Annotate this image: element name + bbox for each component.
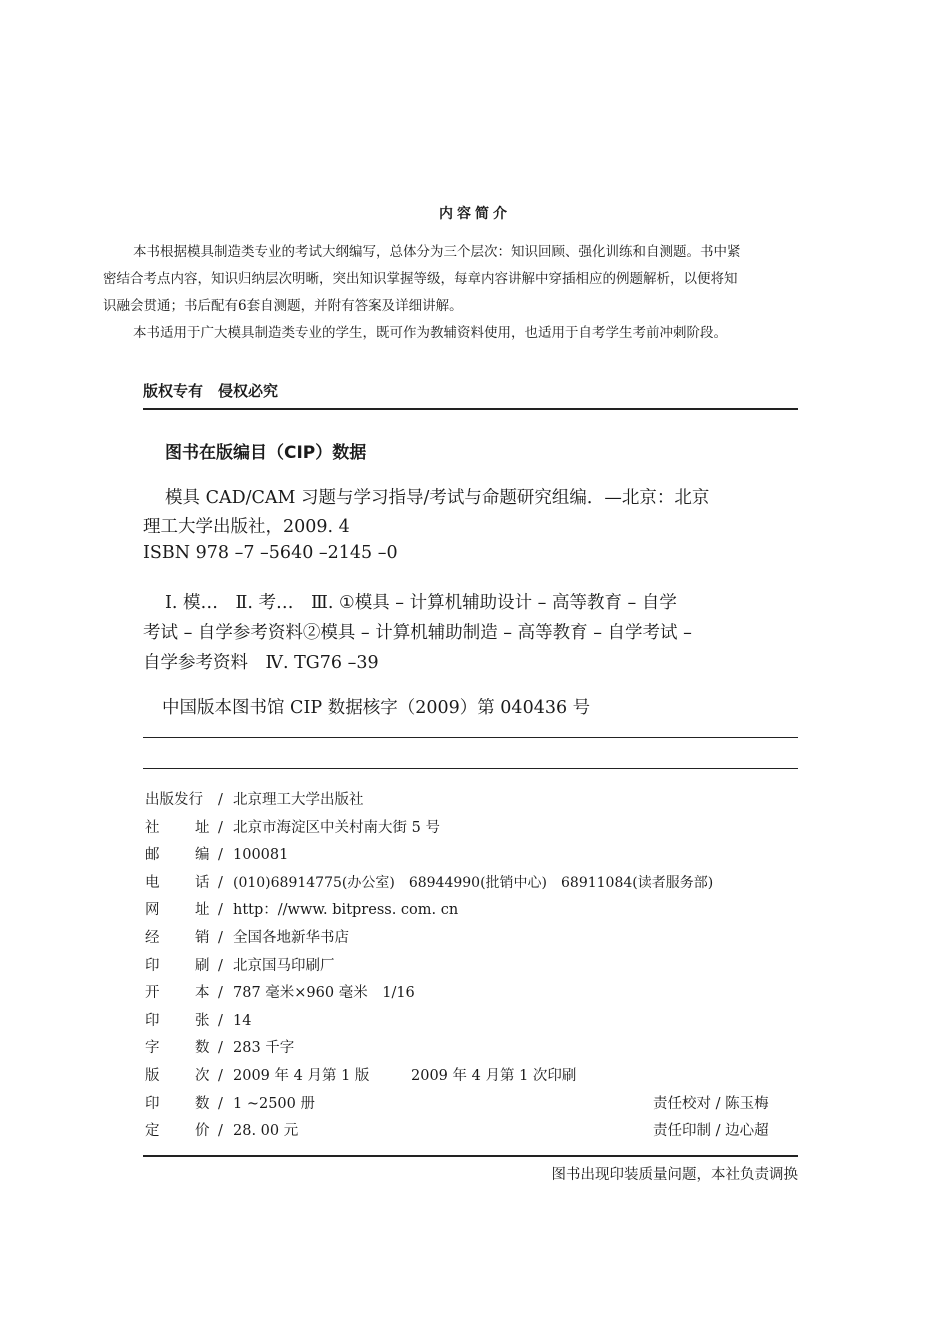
- label-char: 版: [145, 1067, 160, 1084]
- label-char: 印: [145, 1012, 160, 1029]
- cip-verification: 中国版本图书馆 CIP 数据核字（2009）第 040436 号: [162, 698, 591, 718]
- label-char: 刷: [195, 957, 210, 974]
- printer-value: 北京国马印刷厂: [233, 957, 335, 974]
- intro-line-1: 本书根据模具制造类专业的考试大纲编写，总体分为三个层次：知识回顾、强化训练和自测题。书中紧: [133, 244, 741, 260]
- intro-line-2: 密结合考点内容，知识归纳层次明晰，突出知识掌握等级，每章内容讲解中穿插相应的例题解析，以便将知: [103, 271, 738, 287]
- imprint-table: [145, 787, 800, 1146]
- website-value: http：//www. bitpress. com. cn: [233, 902, 459, 919]
- sheets-value: 14: [233, 1012, 252, 1029]
- imprint-row-publisher: [145, 787, 800, 815]
- label-char: 话: [195, 874, 210, 891]
- label-char: 邮: [145, 847, 160, 864]
- divider: [143, 1155, 798, 1157]
- imprint-row-printrun: [145, 1091, 800, 1119]
- separator: /: [218, 819, 223, 836]
- quality-notice: 图书出现印装质量问题，本社负责调换: [551, 1167, 798, 1183]
- label-char: 网: [145, 902, 160, 919]
- imprint-row: [145, 980, 800, 1008]
- phone-value: (010)68914775(办公室) 68944990(批销中心) 68911084(读者服务部): [233, 874, 714, 891]
- separator: /: [218, 1095, 223, 1112]
- imprint-row: [145, 870, 800, 898]
- divider: [143, 768, 798, 769]
- label-char: 编: [195, 847, 210, 864]
- label-char: 电: [145, 874, 160, 891]
- distributor-value: 全国各地新华书店: [233, 929, 349, 946]
- publisher-value: 北京理工大学出版社: [233, 792, 364, 808]
- label-char: 本: [195, 985, 210, 1002]
- separator: /: [218, 1012, 223, 1029]
- label-char: 社: [145, 819, 160, 836]
- intro-paragraph-1: [103, 239, 845, 347]
- publisher-label: 出版发行: [145, 792, 203, 808]
- label-char: 次: [195, 1067, 210, 1084]
- cip-class-line-1: Ⅰ. 模… Ⅱ. 考… Ⅲ. ①模具 – 计算机辅助设计 – 高等教育 – 自学: [165, 593, 677, 613]
- label-char: 字: [145, 1040, 160, 1057]
- imprint-row: [145, 897, 800, 925]
- separator: /: [218, 957, 223, 974]
- imprint-row: [145, 842, 800, 870]
- edition-value: 2009 年 4 月第 1 版: [233, 1067, 370, 1084]
- separator: /: [218, 874, 223, 891]
- intro-title: 内容简介: [439, 206, 511, 222]
- separator: /: [218, 792, 223, 808]
- separator: /: [218, 847, 223, 864]
- label-char: 价: [195, 1123, 210, 1140]
- cip-heading: 图书在版编目（CIP）数据: [165, 443, 367, 463]
- label-char: 址: [195, 819, 210, 836]
- imprint-row-price: [145, 1118, 800, 1146]
- label-char: 经: [145, 929, 160, 946]
- cip-class-line-3: 自学参考资料 Ⅳ. TG76 –39: [143, 653, 379, 673]
- proofreader: 责任校对 / 陈玉梅: [653, 1095, 769, 1112]
- price-value: 28. 00 元: [233, 1123, 299, 1140]
- imprint-row: [145, 953, 800, 981]
- separator: /: [218, 902, 223, 919]
- address-value: 北京市海淀区中关村南大街 5 号: [233, 819, 440, 836]
- imprint-row-edition: [145, 1063, 800, 1091]
- cip-class-line-2: 考试 – 自学参考资料②模具 – 计算机辅助制造 – 高等教育 – 自学考试 –: [143, 623, 692, 643]
- copyright-notice: 版权专有 侵权必究: [143, 382, 279, 400]
- imprint-row: [145, 815, 800, 843]
- postcode-value: 100081: [233, 847, 289, 864]
- label-char: 数: [195, 1040, 210, 1057]
- separator: /: [218, 1040, 223, 1057]
- label-char: 数: [195, 1095, 210, 1112]
- format-value: 787 毫米×960 毫米 1/16: [233, 985, 415, 1002]
- label-char: 张: [195, 1012, 210, 1029]
- separator: /: [218, 1123, 223, 1140]
- print-supervisor: 责任印制 / 边心超: [653, 1123, 769, 1140]
- imprint-row: [145, 1035, 800, 1063]
- print-run-value: 1 ~2500 册: [233, 1095, 315, 1112]
- label-char: 印: [145, 957, 160, 974]
- label-char: 址: [195, 902, 210, 919]
- intro-line-4: 本书适用于广大模具制造类专业的学生，既可作为教辅资料使用，也适用于自考学生考前冲刺阶段。: [133, 325, 727, 341]
- imprint-row: [145, 925, 800, 953]
- label-char: 印: [145, 1095, 160, 1112]
- imprint-row: [145, 1008, 800, 1036]
- separator: /: [218, 985, 223, 1002]
- cip-line-1: 模具 CAD/CAM 习题与学习指导/考试与命题研究组编．—北京：北京: [165, 488, 710, 508]
- divider: [143, 737, 798, 738]
- separator: /: [218, 1067, 223, 1084]
- separator: /: [218, 929, 223, 946]
- divider: [143, 408, 798, 410]
- label-char: 开: [145, 985, 160, 1002]
- cip-isbn: ISBN 978 –7 –5640 –2145 –0: [143, 543, 398, 563]
- label-char: 定: [145, 1123, 160, 1140]
- label-char: 销: [195, 929, 210, 946]
- cip-line-2: 理工大学出版社，2009. 4: [143, 517, 350, 537]
- word-count-value: 283 千字: [233, 1040, 295, 1057]
- intro-line-3: 识融会贯通；书后配有6套自测题，并附有答案及详细讲解。: [103, 298, 463, 314]
- printing-value: 2009 年 4 月第 1 次印刷: [411, 1067, 577, 1084]
